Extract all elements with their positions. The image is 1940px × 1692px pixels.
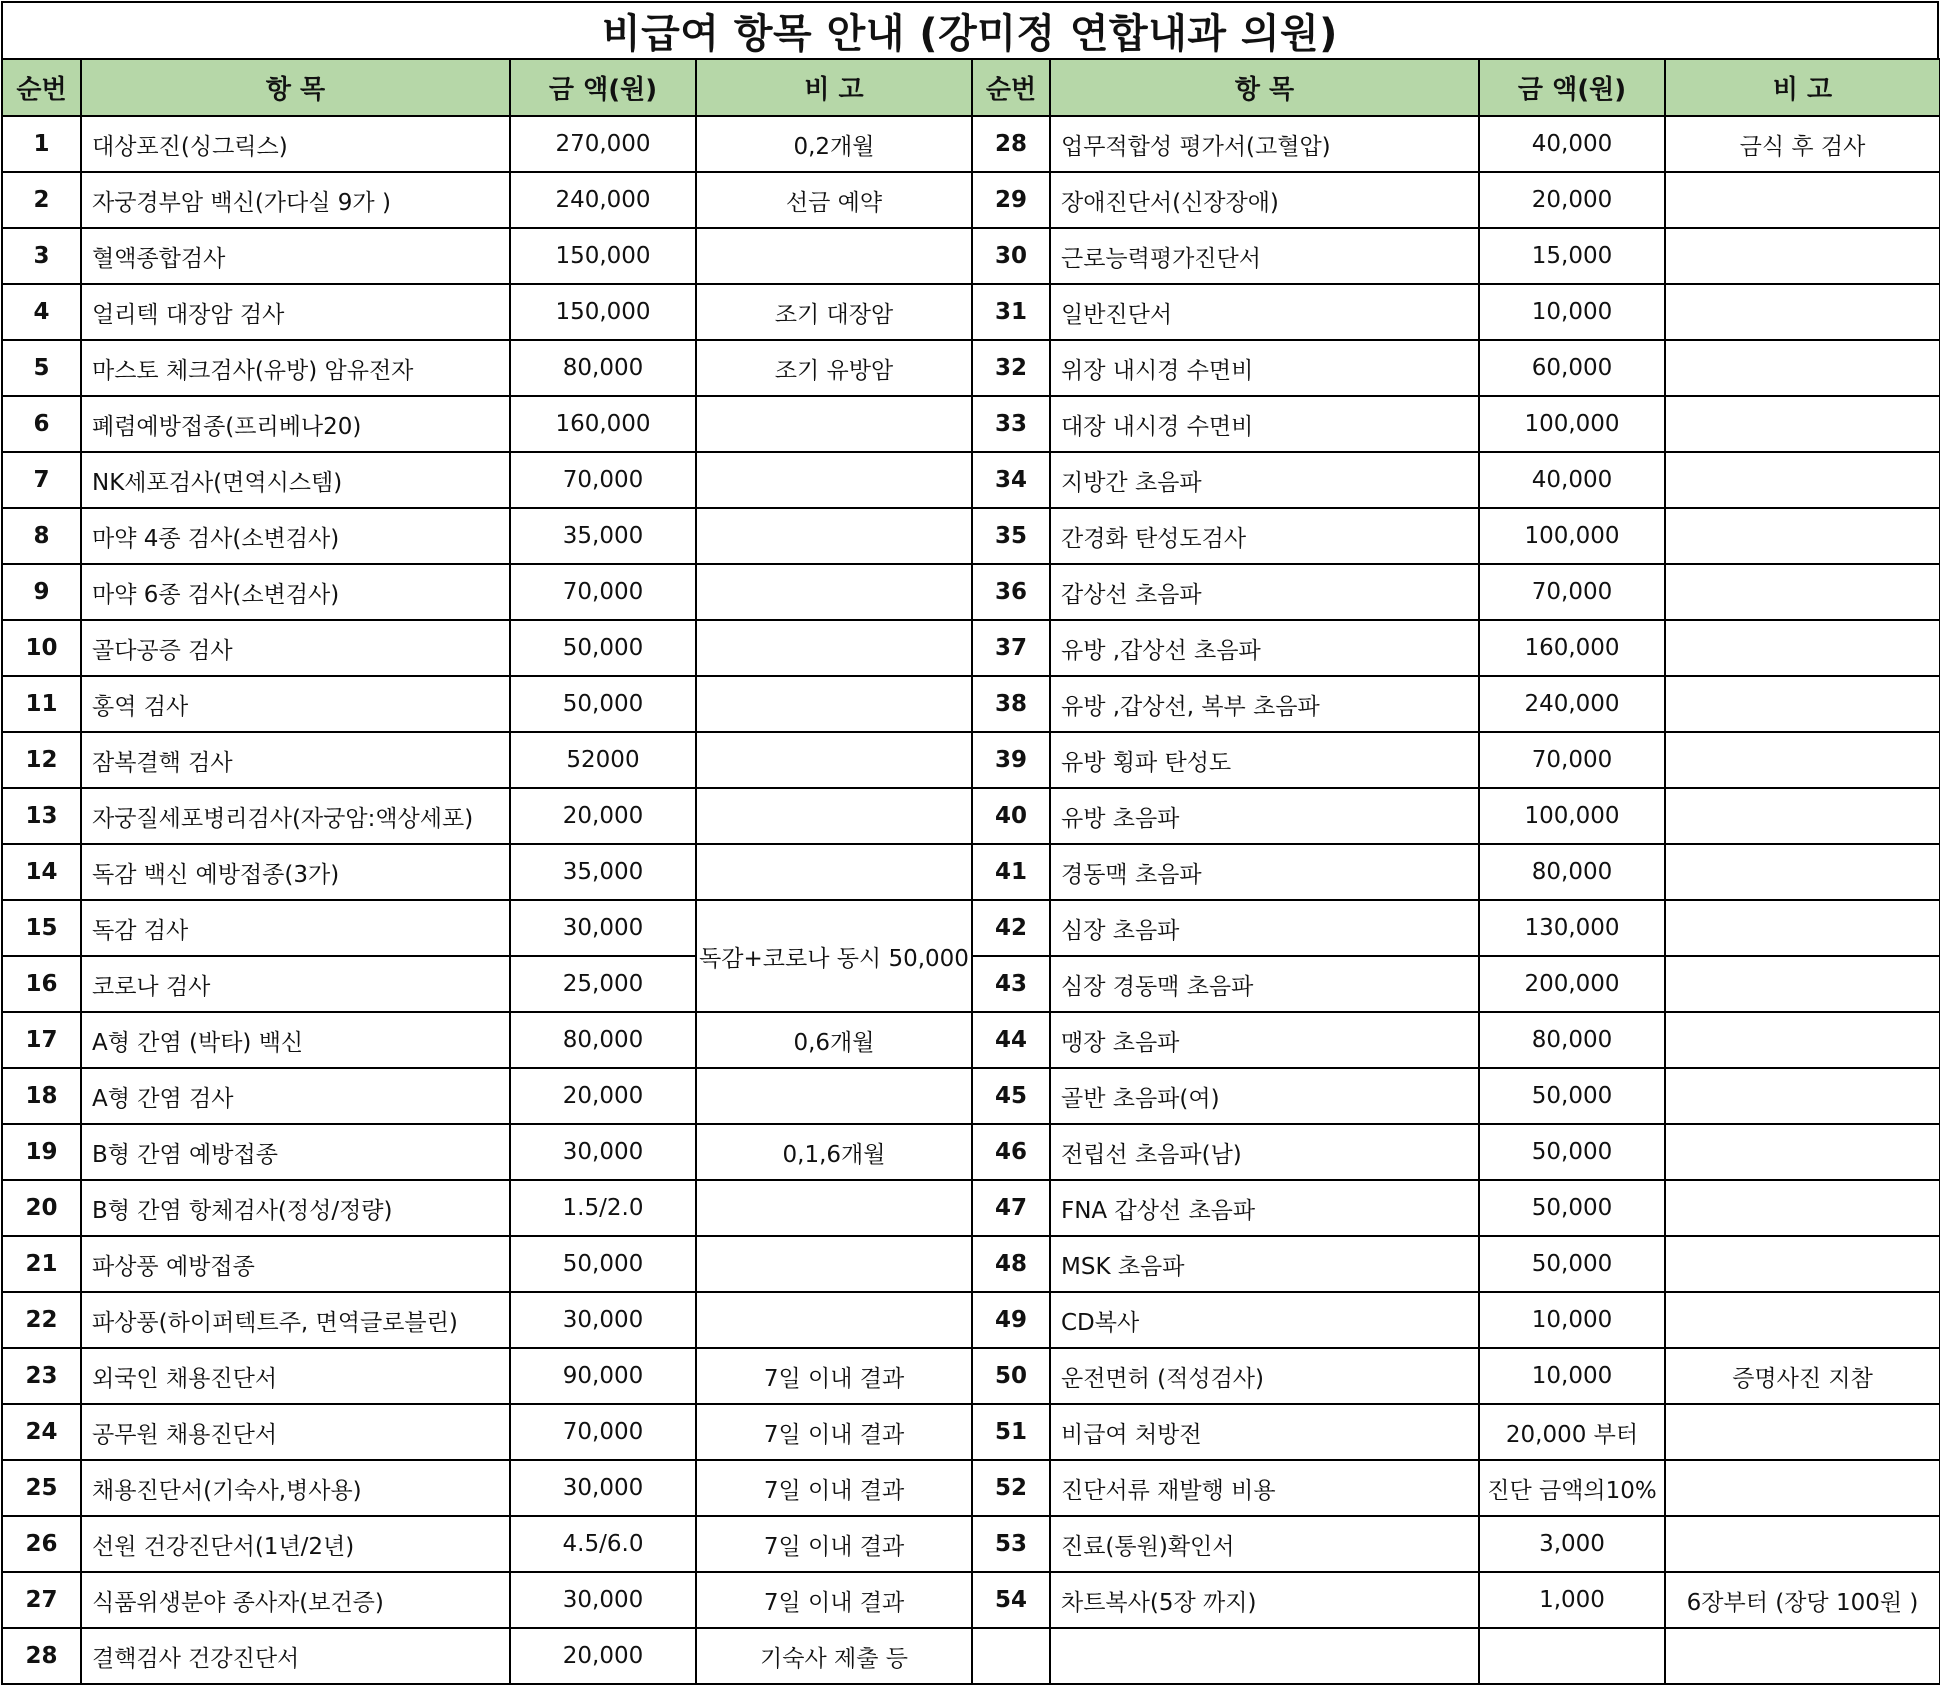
right-cell-no: 45	[972, 1068, 1050, 1124]
right-cell-note	[1665, 1460, 1940, 1516]
left-cell-no: 21	[2, 1236, 81, 1292]
right-cell-amount: 50,000	[1479, 1124, 1665, 1180]
left-cell-item: 마약 6종 검사(소변검사)	[81, 564, 510, 620]
right-cell-amount: 10,000	[1479, 1348, 1665, 1404]
left-cell-item: 외국인 채용진단서	[81, 1348, 510, 1404]
left-cell-item: 마스토 체크검사(유방) 암유전자	[81, 340, 510, 396]
left-cell-no: 6	[2, 396, 81, 452]
left-cell-no: 11	[2, 676, 81, 732]
right-cell-item: CD복사	[1050, 1292, 1479, 1348]
right-cell-no: 33	[972, 396, 1050, 452]
left-cell-item: 코로나 검사	[81, 956, 510, 1012]
right-cell-amount: 15,000	[1479, 228, 1665, 284]
left-cell-note	[696, 508, 972, 564]
right-cell-amount: 3,000	[1479, 1516, 1665, 1572]
left-cell-item: 독감 백신 예방접종(3가)	[81, 844, 510, 900]
left-cell-note: 0,2개월	[696, 116, 972, 172]
right-cell-amount: 80,000	[1479, 1012, 1665, 1068]
left-cell-amount: 25,000	[510, 956, 696, 1012]
table-row	[2, 340, 1940, 396]
right-cell-no: 39	[972, 732, 1050, 788]
right-cell-note	[1665, 620, 1940, 676]
left-cell-item: 홍역 검사	[81, 676, 510, 732]
right-cell-note	[1665, 1516, 1940, 1572]
left-cell-note: 조기 대장암	[696, 284, 972, 340]
right-cell-no: 42	[972, 900, 1050, 956]
right-cell-item: 비급여 처방전	[1050, 1404, 1479, 1460]
left-cell-amount: 270,000	[510, 116, 696, 172]
right-cell-no: 50	[972, 1348, 1050, 1404]
left-cell-no: 28	[2, 1628, 81, 1684]
right-cell-amount: 70,000	[1479, 732, 1665, 788]
right-cell-amount: 240,000	[1479, 676, 1665, 732]
left-cell-no: 12	[2, 732, 81, 788]
right-cell-no: 38	[972, 676, 1050, 732]
left-cell-amount: 50,000	[510, 620, 696, 676]
right-cell-item: 업무적합성 평가서(고혈압)	[1050, 116, 1479, 172]
right-cell-no: 35	[972, 508, 1050, 564]
left-cell-item: 공무원 채용진단서	[81, 1404, 510, 1460]
right-cell-note	[1665, 172, 1940, 228]
right-cell-amount: 10,000	[1479, 1292, 1665, 1348]
right-cell-amount: 80,000	[1479, 844, 1665, 900]
left-cell-item: A형 간염 검사	[81, 1068, 510, 1124]
left-cell-note	[696, 228, 972, 284]
left-cell-item: 대상포진(싱그릭스)	[81, 116, 510, 172]
right-cell-item: 차트복사(5장 까지)	[1050, 1572, 1479, 1628]
right-cell-no: 47	[972, 1180, 1050, 1236]
right-cell-no	[972, 1628, 1050, 1684]
right-cell-item: 장애진단서(신장장애)	[1050, 172, 1479, 228]
header-row	[2, 59, 1940, 116]
left-cell-no: 9	[2, 564, 81, 620]
left-cell-no: 16	[2, 956, 81, 1012]
right-cell-item: 심장 초음파	[1050, 900, 1479, 956]
left-cell-note: 7일 이내 결과	[696, 1516, 972, 1572]
right-cell-item: 위장 내시경 수면비	[1050, 340, 1479, 396]
right-cell-note	[1665, 844, 1940, 900]
right-cell-amount: 100,000	[1479, 396, 1665, 452]
right-cell-item: 유방 ,갑상선, 복부 초음파	[1050, 676, 1479, 732]
left-cell-item: 폐렴예방접종(프리베나20)	[81, 396, 510, 452]
right-cell-item: 진단서류 재발행 비용	[1050, 1460, 1479, 1516]
left-cell-amount: 50,000	[510, 1236, 696, 1292]
left-cell-item: 식품위생분야 종사자(보건증)	[81, 1572, 510, 1628]
right-cell-no: 29	[972, 172, 1050, 228]
right-cell-no: 28	[972, 116, 1050, 172]
right-cell-no: 36	[972, 564, 1050, 620]
right-cell-no: 34	[972, 452, 1050, 508]
left-cell-amount: 80,000	[510, 1012, 696, 1068]
left-cell-no: 23	[2, 1348, 81, 1404]
left-cell-amount: 30,000	[510, 1124, 696, 1180]
right-cell-amount: 200,000	[1479, 956, 1665, 1012]
right-cell-item: 일반진단서	[1050, 284, 1479, 340]
left-cell-item: 혈액종합검사	[81, 228, 510, 284]
table-row	[2, 1124, 1940, 1180]
left-cell-note	[696, 1068, 972, 1124]
right-cell-item: 지방간 초음파	[1050, 452, 1479, 508]
left-cell-no: 20	[2, 1180, 81, 1236]
sheet-title: 비급여 항목 안내 (강미정 연합내과 의원)	[1, 1, 1939, 58]
right-cell-note: 6장부터 (장당 100원 )	[1665, 1572, 1940, 1628]
left-cell-note: 0,6개월	[696, 1012, 972, 1068]
right-cell-note	[1665, 340, 1940, 396]
right-cell-amount: 130,000	[1479, 900, 1665, 956]
left-cell-amount: 70,000	[510, 1404, 696, 1460]
left-cell-amount: 70,000	[510, 564, 696, 620]
table-row	[2, 1068, 1940, 1124]
left-cell-item: 선원 건강진단서(1년/2년)	[81, 1516, 510, 1572]
left-cell-item: 채용진단서(기숙사,병사용)	[81, 1460, 510, 1516]
right-cell-item: 맹장 초음파	[1050, 1012, 1479, 1068]
right-cell-note: 금식 후 검사	[1665, 116, 1940, 172]
right-cell-no: 41	[972, 844, 1050, 900]
left-cell-amount: 30,000	[510, 1572, 696, 1628]
left-cell-amount: 52000	[510, 732, 696, 788]
right-cell-item: 전립선 초음파(남)	[1050, 1124, 1479, 1180]
left-cell-note	[696, 732, 972, 788]
right-cell-amount: 50,000	[1479, 1236, 1665, 1292]
left-cell-note: 조기 유방암	[696, 340, 972, 396]
table-row	[2, 116, 1940, 172]
table-row	[2, 1292, 1940, 1348]
right-cell-note	[1665, 788, 1940, 844]
right-cell-amount: 100,000	[1479, 788, 1665, 844]
right-cell-amount: 40,000	[1479, 116, 1665, 172]
table-row	[2, 844, 1940, 900]
left-cell-amount: 20,000	[510, 1628, 696, 1684]
right-cell-no: 52	[972, 1460, 1050, 1516]
left-cell-note	[696, 788, 972, 844]
right-cell-no: 51	[972, 1404, 1050, 1460]
right-cell-item: 대장 내시경 수면비	[1050, 396, 1479, 452]
header-no-left: 순번	[2, 59, 81, 116]
right-cell-note	[1665, 1404, 1940, 1460]
right-cell-note	[1665, 1068, 1940, 1124]
left-cell-amount: 70,000	[510, 452, 696, 508]
right-cell-note	[1665, 1628, 1940, 1684]
table-row	[2, 1628, 1940, 1684]
right-cell-note	[1665, 732, 1940, 788]
left-cell-amount: 30,000	[510, 900, 696, 956]
left-cell-no: 8	[2, 508, 81, 564]
price-table	[1, 58, 1940, 1685]
left-cell-note: 7일 이내 결과	[696, 1572, 972, 1628]
left-cell-item: 파상풍 예방접종	[81, 1236, 510, 1292]
right-cell-no: 48	[972, 1236, 1050, 1292]
right-cell-note	[1665, 564, 1940, 620]
table-row	[2, 228, 1940, 284]
right-cell-amount: 10,000	[1479, 284, 1665, 340]
left-cell-no: 15	[2, 900, 81, 956]
right-cell-note	[1665, 1012, 1940, 1068]
table-row	[2, 564, 1940, 620]
table-row	[2, 452, 1940, 508]
table-row	[2, 1180, 1940, 1236]
right-cell-note: 증명사진 지참	[1665, 1348, 1940, 1404]
right-cell-amount: 20,000	[1479, 172, 1665, 228]
left-cell-amount: 1.5/2.0	[510, 1180, 696, 1236]
table-row	[2, 1236, 1940, 1292]
left-cell-note	[696, 620, 972, 676]
left-cell-note: 기숙사 제출 등	[696, 1628, 972, 1684]
right-cell-item: 간경화 탄성도검사	[1050, 508, 1479, 564]
left-cell-no: 3	[2, 228, 81, 284]
right-cell-no: 37	[972, 620, 1050, 676]
left-cell-no: 4	[2, 284, 81, 340]
right-cell-note	[1665, 900, 1940, 956]
table-row	[2, 1012, 1940, 1068]
table-row	[2, 900, 1940, 956]
right-cell-no: 43	[972, 956, 1050, 1012]
left-cell-note: 7일 이내 결과	[696, 1348, 972, 1404]
header-item-right: 항 목	[1050, 59, 1479, 116]
right-cell-no: 53	[972, 1516, 1050, 1572]
left-cell-note: 7일 이내 결과	[696, 1404, 972, 1460]
right-cell-amount	[1479, 1628, 1665, 1684]
left-cell-note	[696, 1292, 972, 1348]
left-cell-no: 25	[2, 1460, 81, 1516]
left-cell-item: 골다공증 검사	[81, 620, 510, 676]
left-cell-note: 7일 이내 결과	[696, 1460, 972, 1516]
right-cell-item: 골반 초음파(여)	[1050, 1068, 1479, 1124]
left-cell-item: 얼리텍 대장암 검사	[81, 284, 510, 340]
left-cell-item: 잠복결핵 검사	[81, 732, 510, 788]
left-cell-amount: 35,000	[510, 844, 696, 900]
table-row	[2, 1516, 1940, 1572]
table-row	[2, 1460, 1940, 1516]
left-cell-item: 자궁질세포병리검사(자궁암:액상세포)	[81, 788, 510, 844]
left-cell-item: B형 간염 항체검사(정성/정량)	[81, 1180, 510, 1236]
left-cell-item: 결핵검사 건강진단서	[81, 1628, 510, 1684]
right-cell-note	[1665, 508, 1940, 564]
header-item-left: 항 목	[81, 59, 510, 116]
left-cell-item: 자궁경부암 백신(가다실 9가 )	[81, 172, 510, 228]
left-cell-no: 24	[2, 1404, 81, 1460]
right-cell-note	[1665, 396, 1940, 452]
left-cell-no: 27	[2, 1572, 81, 1628]
left-cell-amount: 4.5/6.0	[510, 1516, 696, 1572]
right-cell-note	[1665, 452, 1940, 508]
right-cell-amount: 50,000	[1479, 1068, 1665, 1124]
right-cell-note	[1665, 1236, 1940, 1292]
right-cell-note	[1665, 676, 1940, 732]
table-row	[2, 284, 1940, 340]
left-cell-amount: 150,000	[510, 228, 696, 284]
left-cell-note: 선금 예약	[696, 172, 972, 228]
left-cell-no: 5	[2, 340, 81, 396]
table-row	[2, 1348, 1940, 1404]
table-row	[2, 732, 1940, 788]
header-no-right: 순번	[972, 59, 1050, 116]
right-cell-amount: 진단 금액의10%	[1479, 1460, 1665, 1516]
left-cell-amount: 80,000	[510, 340, 696, 396]
right-cell-amount: 40,000	[1479, 452, 1665, 508]
left-cell-amount: 150,000	[510, 284, 696, 340]
left-cell-amount: 160,000	[510, 396, 696, 452]
right-cell-no: 54	[972, 1572, 1050, 1628]
left-cell-note	[696, 676, 972, 732]
left-cell-no: 18	[2, 1068, 81, 1124]
left-cell-amount: 50,000	[510, 676, 696, 732]
header-note-left: 비 고	[696, 59, 972, 116]
header-note-right: 비 고	[1665, 59, 1940, 116]
table-row	[2, 172, 1940, 228]
left-cell-no: 2	[2, 172, 81, 228]
left-cell-no: 7	[2, 452, 81, 508]
left-cell-note	[696, 1180, 972, 1236]
right-cell-note	[1665, 1180, 1940, 1236]
right-cell-amount: 100,000	[1479, 508, 1665, 564]
table-row	[2, 1572, 1940, 1628]
left-cell-item: NK세포검사(면역시스템)	[81, 452, 510, 508]
right-cell-no: 49	[972, 1292, 1050, 1348]
left-cell-item: 독감 검사	[81, 900, 510, 956]
left-cell-item: B형 간염 예방접종	[81, 1124, 510, 1180]
left-cell-note: 독감+코로나 동시 50,000	[696, 900, 972, 1012]
left-cell-no: 14	[2, 844, 81, 900]
right-cell-no: 30	[972, 228, 1050, 284]
right-cell-item: 심장 경동맥 초음파	[1050, 956, 1479, 1012]
left-cell-no: 1	[2, 116, 81, 172]
right-cell-note	[1665, 284, 1940, 340]
right-cell-item: MSK 초음파	[1050, 1236, 1479, 1292]
left-cell-note	[696, 452, 972, 508]
right-cell-no: 31	[972, 284, 1050, 340]
left-cell-note: 0,1,6개월	[696, 1124, 972, 1180]
left-cell-note	[696, 396, 972, 452]
right-cell-item	[1050, 1628, 1479, 1684]
right-cell-note	[1665, 956, 1940, 1012]
left-cell-amount: 30,000	[510, 1460, 696, 1516]
table-row	[2, 788, 1940, 844]
table-row	[2, 676, 1940, 732]
left-cell-amount: 35,000	[510, 508, 696, 564]
right-cell-amount: 70,000	[1479, 564, 1665, 620]
right-cell-item: 경동맥 초음파	[1050, 844, 1479, 900]
left-cell-amount: 20,000	[510, 788, 696, 844]
table-row	[2, 620, 1940, 676]
table-row	[2, 1404, 1940, 1460]
right-cell-item: 유방 횡파 탄성도	[1050, 732, 1479, 788]
right-cell-item: 갑상선 초음파	[1050, 564, 1479, 620]
left-cell-amount: 20,000	[510, 1068, 696, 1124]
right-cell-note	[1665, 1292, 1940, 1348]
left-cell-no: 26	[2, 1516, 81, 1572]
left-cell-amount: 30,000	[510, 1292, 696, 1348]
left-cell-item: 파상풍(하이퍼텍트주, 면역글로블린)	[81, 1292, 510, 1348]
left-cell-item: A형 간염 (박타) 백신	[81, 1012, 510, 1068]
header-amount-right: 금 액(원)	[1479, 59, 1665, 116]
left-cell-note	[696, 564, 972, 620]
left-cell-amount: 240,000	[510, 172, 696, 228]
left-cell-no: 10	[2, 620, 81, 676]
left-cell-note	[696, 844, 972, 900]
right-cell-amount: 1,000	[1479, 1572, 1665, 1628]
left-cell-item: 마약 4종 검사(소변검사)	[81, 508, 510, 564]
right-cell-no: 40	[972, 788, 1050, 844]
right-cell-note	[1665, 1124, 1940, 1180]
right-cell-no: 46	[972, 1124, 1050, 1180]
left-cell-note	[696, 1236, 972, 1292]
right-cell-amount: 20,000 부터	[1479, 1404, 1665, 1460]
left-cell-amount: 90,000	[510, 1348, 696, 1404]
table-row	[2, 508, 1940, 564]
right-cell-item: 유방 ,갑상선 초음파	[1050, 620, 1479, 676]
right-cell-amount: 50,000	[1479, 1180, 1665, 1236]
right-cell-no: 44	[972, 1012, 1050, 1068]
header-amount-left: 금 액(원)	[510, 59, 696, 116]
table-row	[2, 396, 1940, 452]
right-cell-note	[1665, 228, 1940, 284]
right-cell-item: 운전면허 (적성검사)	[1050, 1348, 1479, 1404]
left-cell-no: 13	[2, 788, 81, 844]
right-cell-item: 유방 초음파	[1050, 788, 1479, 844]
left-cell-no: 22	[2, 1292, 81, 1348]
right-cell-no: 32	[972, 340, 1050, 396]
price-sheet	[1, 1, 1939, 1691]
right-cell-item: FNA 갑상선 초음파	[1050, 1180, 1479, 1236]
right-cell-amount: 160,000	[1479, 620, 1665, 676]
right-cell-item: 근로능력평가진단서	[1050, 228, 1479, 284]
right-cell-item: 진료(통원)확인서	[1050, 1516, 1479, 1572]
left-cell-no: 17	[2, 1012, 81, 1068]
right-cell-amount: 60,000	[1479, 340, 1665, 396]
left-cell-no: 19	[2, 1124, 81, 1180]
